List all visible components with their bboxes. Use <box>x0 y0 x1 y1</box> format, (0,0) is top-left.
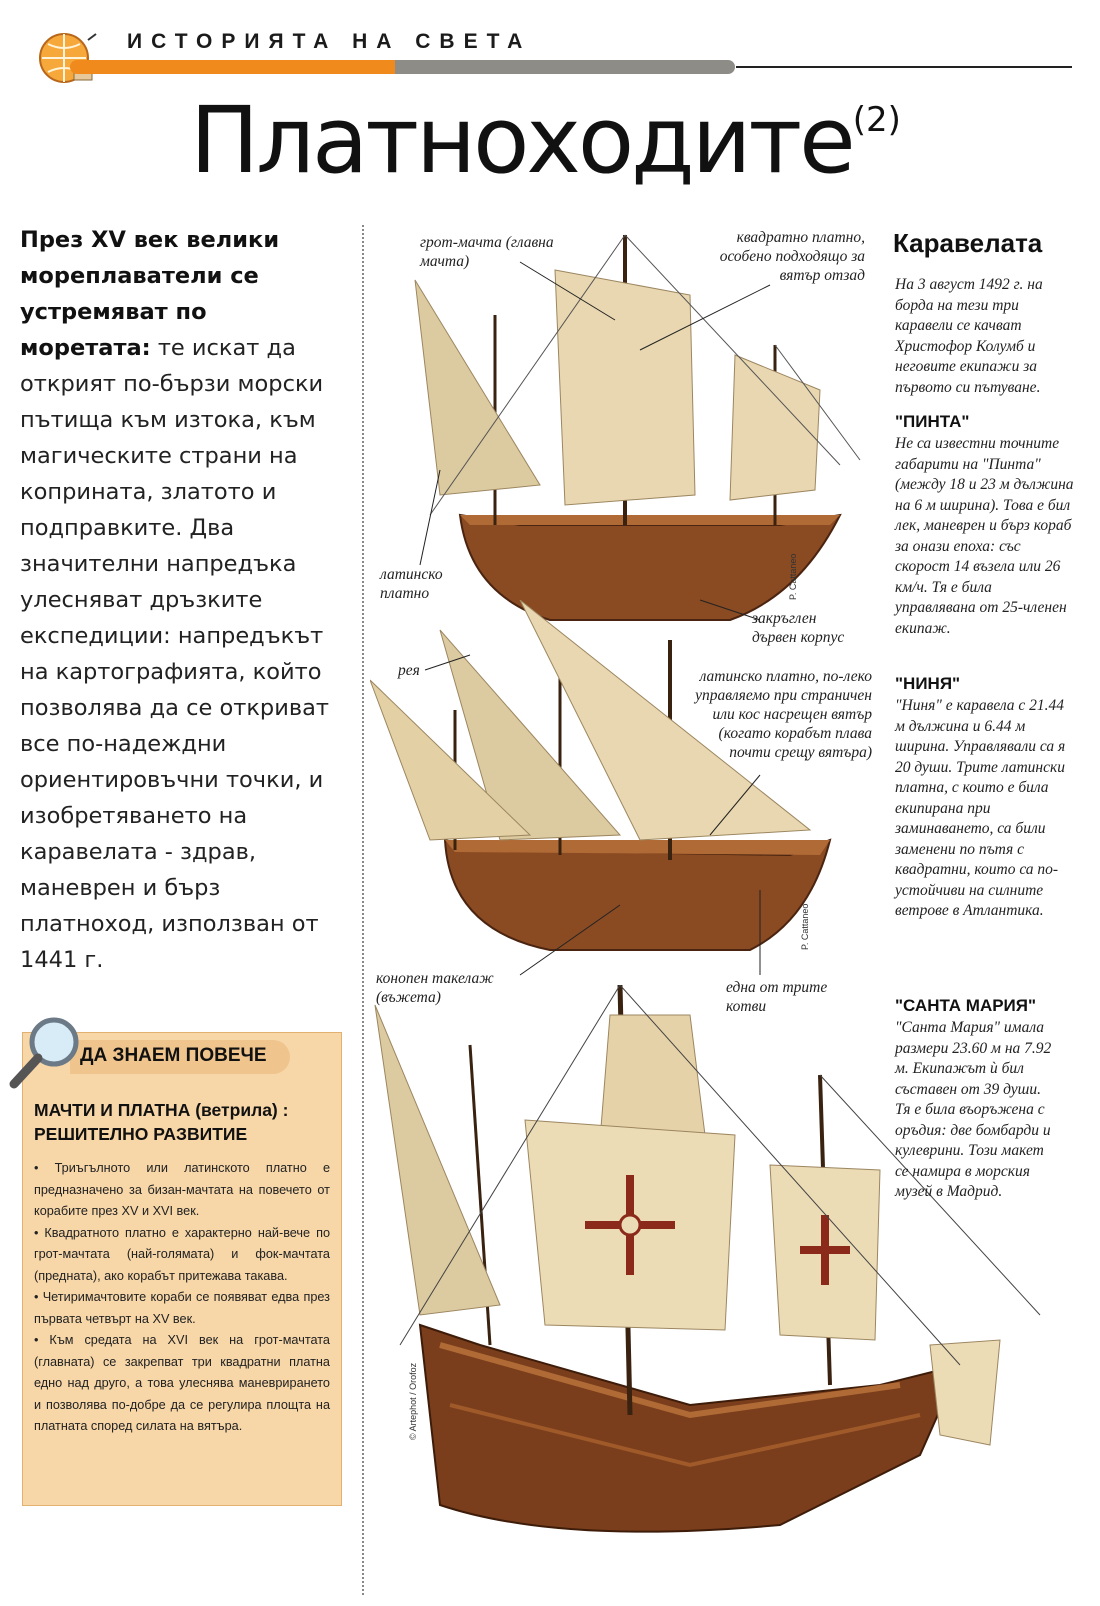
title-part-number: (2) <box>852 100 901 140</box>
magnifier-icon <box>6 1012 86 1092</box>
pinta-text: Не са известни точните габарити на "Пинта" (между 18 и 23 м дължина на 6 м ширина). Това е бил лек, маневрен и бърз кораб за онази епоха: със скорост 14 възела или 26 км/ч. Тя е била управлявана от 25-членен екипаж. <box>895 435 1074 637</box>
santa-maria-heading: "САНТА МАРИЯ" <box>895 996 1037 1015</box>
know-more-point-4: • Към средата на XVI век на грот-мачтата (главната) се закрепват три квадратни платна едно над друго, а това улеснява маневрирането и позволява по-добре да се регулира площта на платната според силата на вятъра. <box>34 1333 330 1433</box>
credit-2: P. Cattaneo <box>800 903 810 950</box>
label-grot-mast: грот-мачта (главна мачта) <box>420 234 554 270</box>
pinta-heading: "ПИНТА" <box>895 412 970 431</box>
label-rigging: конопен такелаж (въжета) <box>376 970 494 1006</box>
know-more-point-1: • Триъгълното или латинското платно е предназначено за бизан-мачтата на повечето от корабите през XV и XVI век. <box>34 1161 330 1218</box>
know-more-point-2: • Квадратното платно е характерно най-вече по грот-мачтата (най-голямата) и фок-мачтата (предната), ако корабът притежава такава. <box>34 1225 330 1283</box>
intro-lead: През XV век велики мореплаватели се устремяват по моретата: <box>20 227 280 361</box>
label-yard: рея <box>398 662 420 679</box>
label-anchor: една от трите котви <box>726 979 828 1015</box>
label-lateen-sail: латинско платно <box>380 566 443 602</box>
label-square-sail: квадратно платно, особено подходящо за вятър отзад <box>719 229 865 284</box>
know-more-heading: ДА ЗНАЕМ ПОВЕЧЕ <box>80 1045 267 1066</box>
caravel-intro: На 3 август 1492 г. на борда на тези три каравели се качват Христофор Колумб и неговите екипажи за първото си пътуване. <box>895 276 1043 396</box>
nina-text: "Ниня" е каравела с 21.44 м дължина и 6.44 м ширина. Управлявали са я 20 души. Трите латински платна, с които е била екипирана при заминаването, са били заменени по пътя с квадратни, които са по-устойчиви на силните ветрове в Атлантика. <box>895 697 1066 919</box>
know-more-point-3: • Четиримачтовите кораби се появяват едва през първата четвърт на XV век. <box>34 1290 330 1326</box>
credit-3: © Artephot / Orofoz <box>408 1362 418 1440</box>
credit-1: P. Cattaneo <box>788 553 798 600</box>
caravel-title: Каравелата <box>893 228 1043 258</box>
intro-body: те искат да открият по-бързи морски пътища към изтока, към магическите страни на коприната, златото и подправките. Два значителни напредъка улесняват дръзките експедиции: напредъкът на картографията, който позволява да се откриват все по-надеждни ориентировъчни точки, и изобретяването на каравелата - здрав, маневрен и бърз платноход, използван от 1441 г. <box>20 335 329 973</box>
nina-heading: "НИНЯ" <box>895 674 961 693</box>
label-lateen-sail-2: латинско платно, по-леко управляемо при страничен или кос насрещен вятър (когато корабът плава почти срещу вятъра) <box>695 668 872 761</box>
santa-maria-text: "Санта Мария" имала размери 23.60 м на 7.92 м. Екипажът ѝ бил съставен от 39 души. Тя е била въоръжена с оръдия: две бомбарди и кулеврини. Този макет се намира в морския музей в Мадрид. <box>895 1019 1052 1200</box>
label-hull: закръглен дървен корпус <box>752 610 845 646</box>
know-more-text <box>34 1158 330 1438</box>
page-title: Платноходите$^{(2)}$ <box>190 87 901 194</box>
know-more-subheading: МАЧТИ И ПЛАТНА (ветрила) : РЕШИТЕЛНО РАЗВИТИЕ <box>34 1100 289 1144</box>
series-title: ИСТОРИЯТА НА СВЕТА <box>127 30 532 53</box>
